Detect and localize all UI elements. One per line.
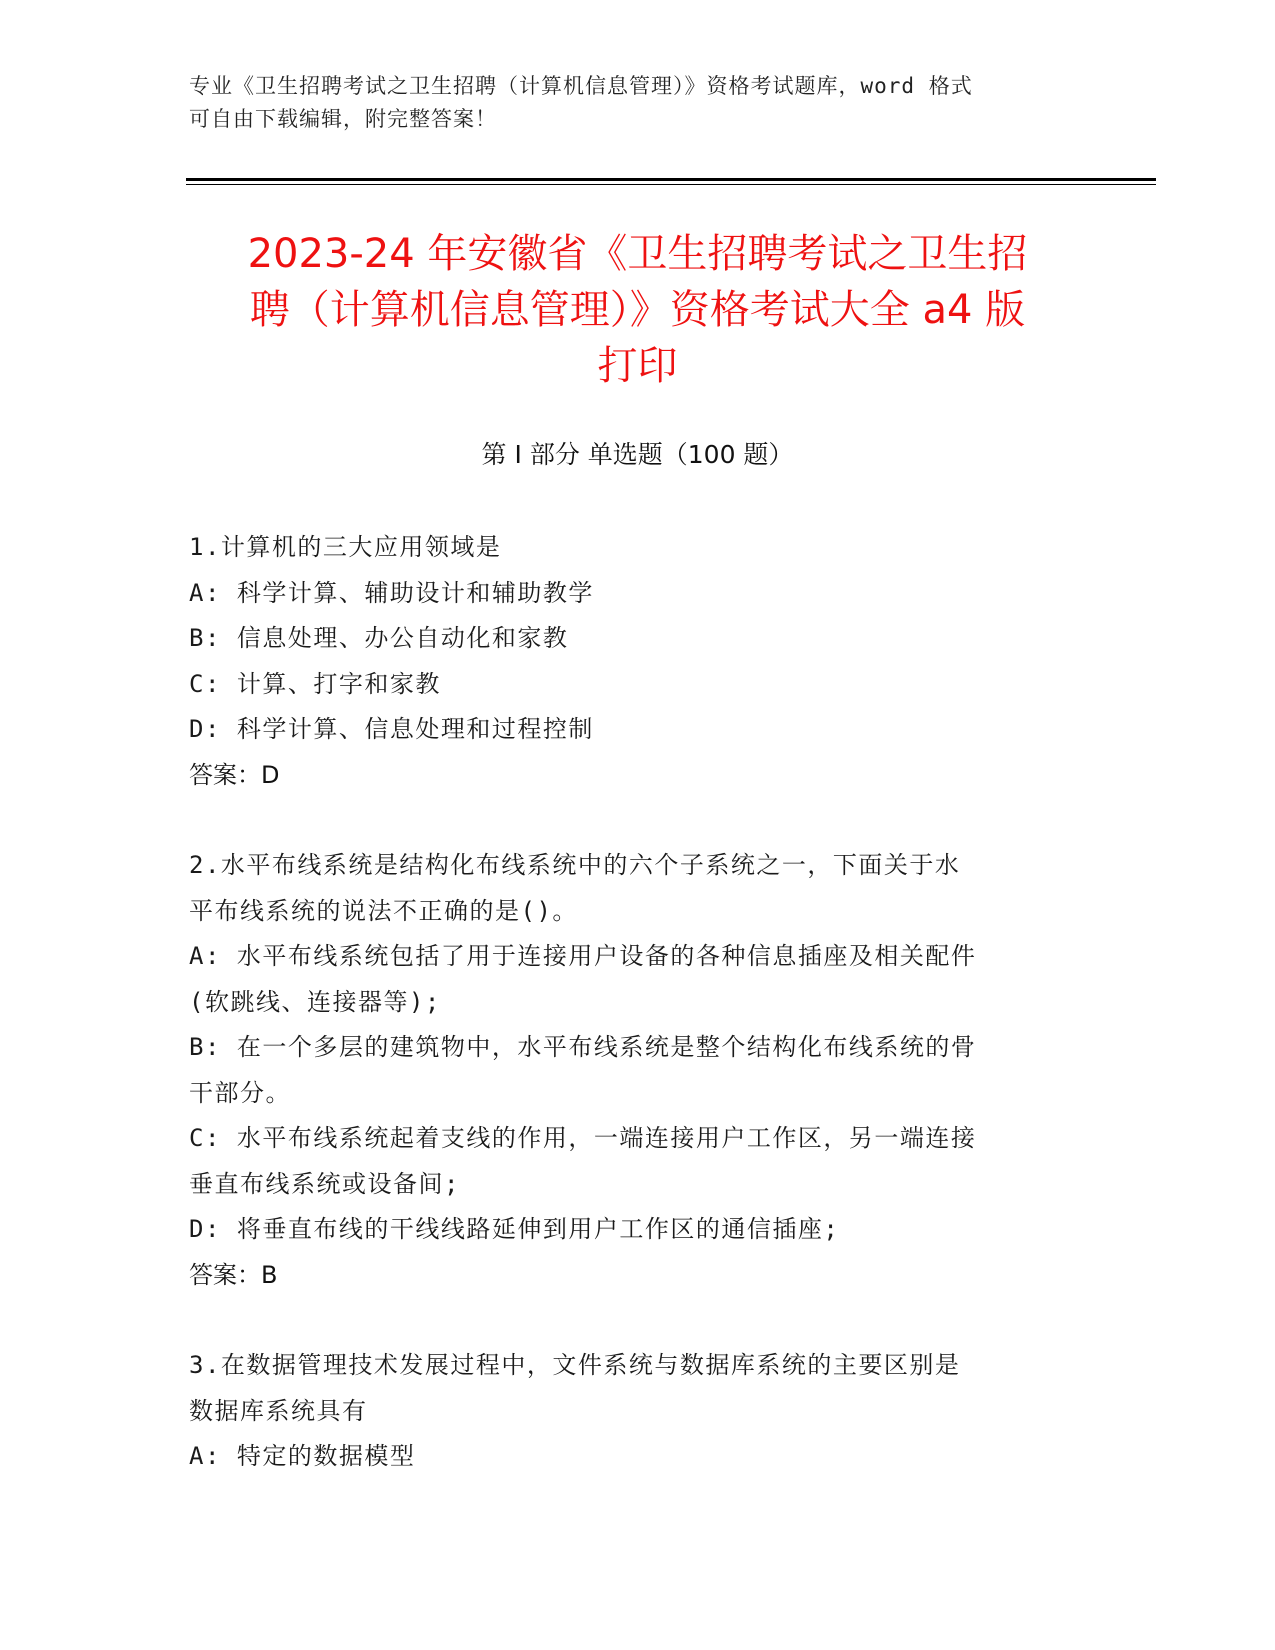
section-heading: 第 I 部分 单选题（100 题） [481, 440, 794, 469]
header-divider-thin [186, 184, 1156, 185]
option-c: C: 水平布线系统起着支线的作用，一端连接用户工作区，另一端连接 [189, 1124, 977, 1152]
question-item [189, 525, 1069, 798]
document-title [160, 226, 1115, 394]
header-note-line: 专业《卫生招聘考试之卫生招聘（计算机信息管理）》资格考试题库，word 格式 [189, 74, 973, 98]
option-b: B: 在一个多层的建筑物中，水平布线系统是整个结构化布线系统的骨 [189, 1033, 977, 1061]
option-d: D: 将垂直布线的干线线路延伸到用户工作区的通信插座; [189, 1215, 840, 1243]
option-b-continued: 干部分。 [189, 1078, 291, 1107]
question-stem: 1.计算机的三大应用领域是 [189, 533, 502, 561]
option-a: A: 科学计算、辅助设计和辅助教学 [189, 578, 594, 607]
answer-label: 答案：B [189, 1260, 278, 1289]
answer-label: 答案：D [189, 760, 280, 789]
question-item [189, 843, 1069, 1298]
question-list [189, 525, 1069, 1525]
question-stem: 2.水平布线系统是结构化布线系统中的六个子系统之一，下面关于水 [189, 851, 961, 879]
header-note-line: 可自由下载编辑，附完整答案！ [189, 107, 497, 131]
option-a-continued: (软跳线、连接器等); [189, 987, 441, 1016]
option-c-continued: 垂直布线系统或设备间; [189, 1169, 460, 1198]
question-item [189, 1343, 1069, 1480]
title-line: 2023-24 年安徽省《卫生招聘考试之卫生招 [247, 231, 1028, 277]
option-b: B: 信息处理、办公自动化和家教 [189, 624, 569, 652]
option-a: A: 水平布线系统包括了用于连接用户设备的各种信息插座及相关配件 [189, 942, 977, 970]
header-divider-thick [186, 178, 1156, 181]
option-d: D: 科学计算、信息处理和过程控制 [189, 715, 594, 743]
option-c: C: 计算、打字和家教 [189, 669, 441, 698]
question-stem-continued: 数据库系统具有 [189, 1396, 368, 1425]
header-note [189, 70, 1069, 136]
title-line: 聘（计算机信息管理）》资格考试大全 a4 版 [249, 287, 1026, 333]
question-stem-continued: 平布线系统的说法不正确的是()。 [189, 896, 578, 925]
option-a: A: 特定的数据模型 [189, 1442, 416, 1470]
title-line: 打印 [597, 343, 678, 389]
question-stem: 3.在数据管理技术发展过程中，文件系统与数据库系统的主要区别是 [189, 1351, 961, 1379]
